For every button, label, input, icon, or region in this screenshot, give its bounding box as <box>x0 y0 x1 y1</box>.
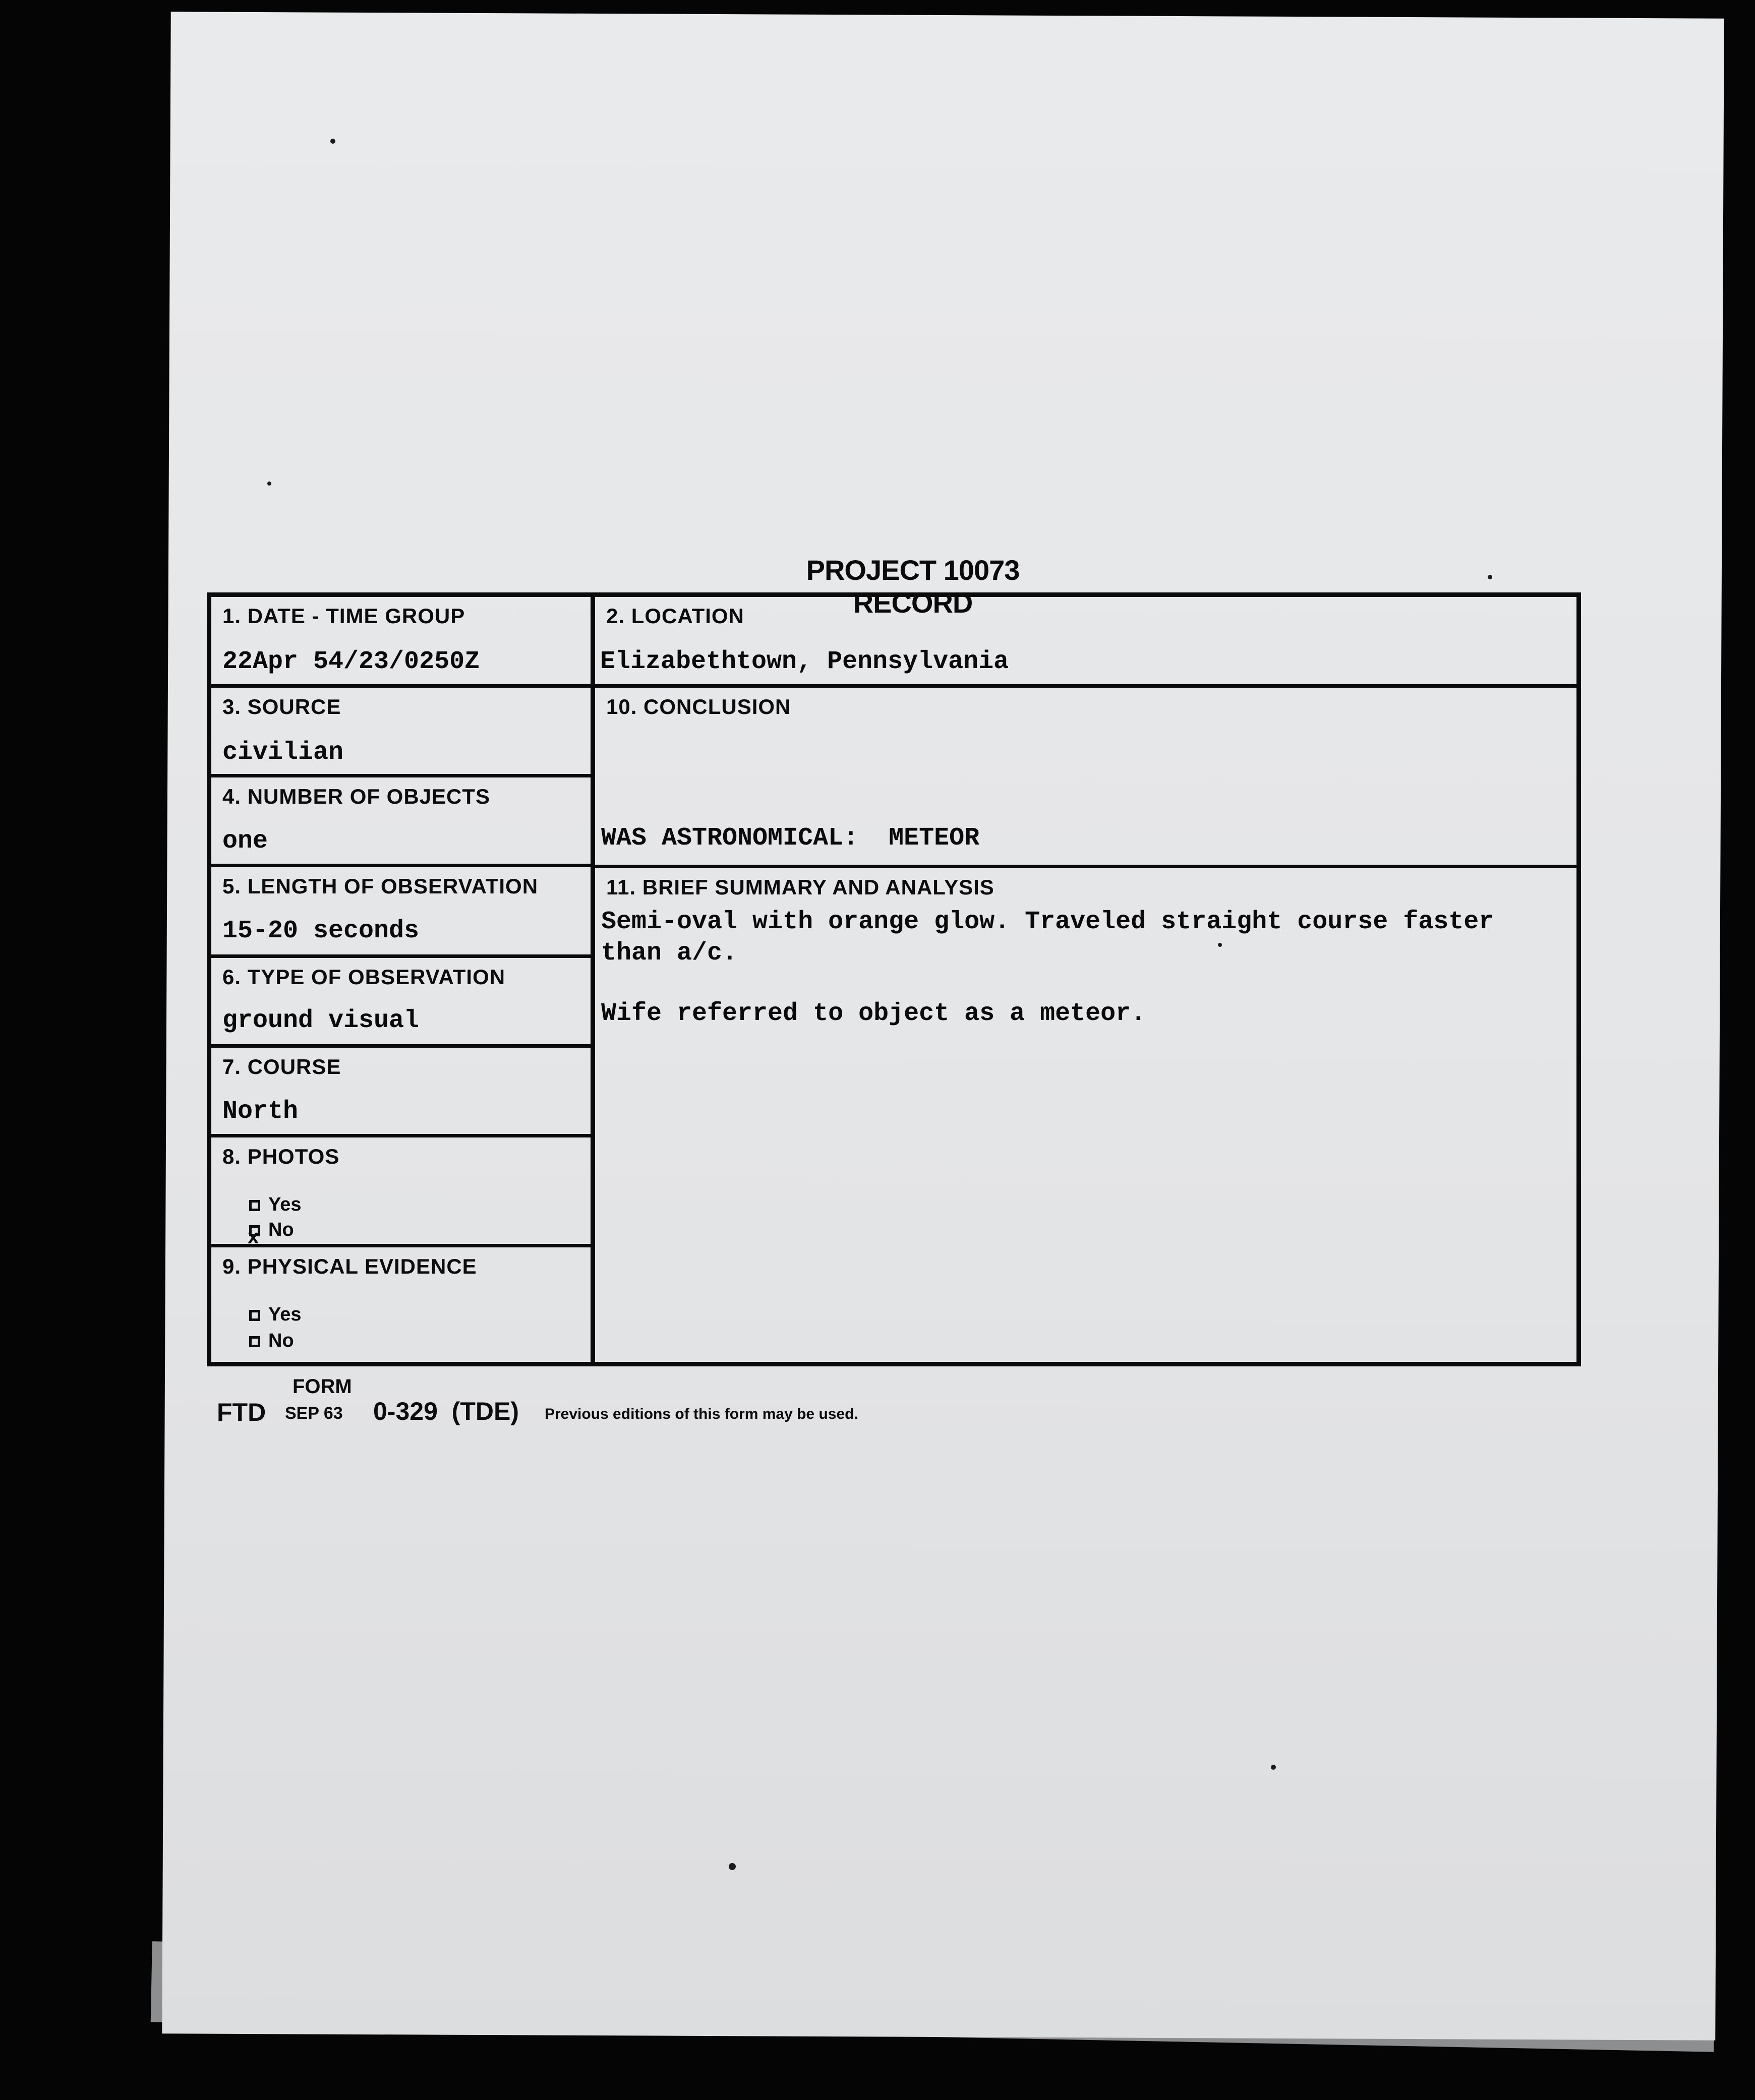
footer-form-number: 0-329 (TDE) <box>373 1397 519 1425</box>
footer-form-label: FORM <box>292 1375 352 1398</box>
summary-line-3: Wife referred to object as a meteor. <box>601 999 1146 1028</box>
source-value: civilian <box>222 738 344 767</box>
dust-speck <box>1271 1765 1276 1770</box>
right-column <box>591 597 1576 1362</box>
physical-evidence-label: 9. PHYSICAL EVIDENCE <box>222 1254 477 1278</box>
location-label: 2. LOCATION <box>606 604 744 628</box>
course-cell <box>211 1048 591 1137</box>
conclusion-cell <box>595 688 1576 868</box>
record-form <box>207 592 1581 1366</box>
course-value: North <box>222 1097 299 1126</box>
footer-note: Previous editions of this form may be used. <box>545 1406 858 1422</box>
summary-line-2: than a/c. <box>601 939 738 968</box>
type-of-observation-cell <box>211 958 591 1048</box>
physical-evidence-yes-label: Yes <box>268 1304 302 1325</box>
number-of-objects-value: one <box>222 827 268 856</box>
source-label: 3. SOURCE <box>222 695 341 718</box>
dust-speck <box>729 1863 736 1870</box>
location-value: Elizabethtown, Pennsylvania <box>600 647 1009 676</box>
number-of-objects-cell <box>211 777 591 867</box>
type-of-observation-value: ground visual <box>222 1006 420 1035</box>
type-of-observation-label: 6. TYPE OF OBSERVATION <box>222 965 506 989</box>
footer-ftd-label: FTD <box>217 1398 266 1426</box>
conclusion-value: WAS ASTRONOMICAL: METEOR <box>601 824 980 853</box>
physical-evidence-no-checkbox[interactable] <box>249 1336 260 1347</box>
photos-yes-checkbox[interactable] <box>249 1200 260 1211</box>
source-cell <box>211 688 591 777</box>
photos-yes-option[interactable] <box>249 1194 302 1216</box>
summary-label: 11. BRIEF SUMMARY AND ANALYSIS <box>606 875 994 899</box>
left-column <box>211 597 591 1362</box>
photos-yes-label: Yes <box>268 1194 302 1215</box>
physical-evidence-yes-option[interactable] <box>249 1304 302 1326</box>
number-of-objects-label: 4. NUMBER OF OBJECTS <box>222 785 491 808</box>
photos-cell <box>211 1137 591 1247</box>
photos-no-option[interactable] <box>248 1219 294 1248</box>
check-mark-icon: x <box>248 1225 259 1248</box>
physical-evidence-no-option[interactable] <box>249 1330 294 1352</box>
dust-speck <box>330 139 335 144</box>
dust-speck <box>267 482 271 486</box>
length-of-observation-value: 15-20 seconds <box>222 917 420 945</box>
dust-speck <box>1488 575 1492 579</box>
form-title: PROJECT 10073 RECORD <box>806 554 1020 619</box>
location-cell <box>595 597 1576 688</box>
footer-form-date: SEP 63 <box>285 1404 343 1423</box>
physical-evidence-yes-checkbox[interactable] <box>249 1310 260 1321</box>
date-time-cell <box>211 597 591 688</box>
date-time-label: 1. DATE - TIME GROUP <box>222 604 465 628</box>
physical-evidence-cell <box>211 1247 591 1362</box>
course-label: 7. COURSE <box>222 1055 341 1078</box>
length-of-observation-cell <box>211 867 591 958</box>
photos-no-checkbox[interactable] <box>248 1225 260 1248</box>
summary-line-1: Semi-oval with orange glow. Traveled straight course faster <box>601 908 1494 936</box>
length-of-observation-label: 5. LENGTH OF OBSERVATION <box>222 874 539 898</box>
date-time-value: 22Apr 54/23/0250Z <box>222 647 480 676</box>
conclusion-label: 10. CONCLUSION <box>606 695 791 718</box>
photos-no-label: No <box>268 1219 294 1240</box>
photos-label: 8. PHOTOS <box>222 1145 340 1168</box>
physical-evidence-no-label: No <box>268 1330 294 1351</box>
summary-cell <box>595 868 1576 1362</box>
